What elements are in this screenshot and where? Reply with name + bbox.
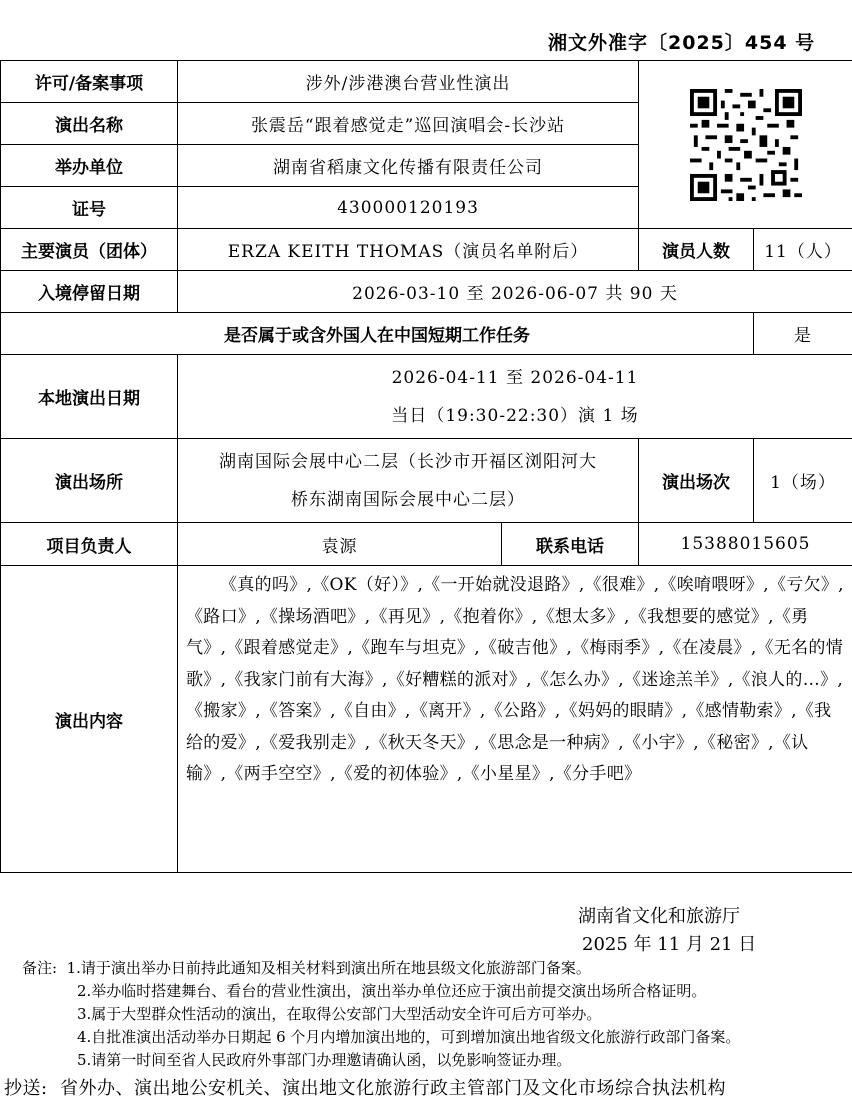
venue-label: 演出场所 [1,439,178,523]
phone-value: 15388015605 [639,523,852,566]
venue-line-1: 湖南国际会展中心二层（长沙市开福区浏阳河大 [219,451,597,472]
notes-label: 备注: [22,959,58,977]
manager-label: 项目负责人 [1,523,178,566]
performer-value: ERZA KEITH THOMAS（演员名单附后） [178,229,639,271]
cc-line [4,1074,726,1100]
note-item: 2.举办临时搭建舞台、看台的营业性演出，演出举办单位还应于演出前提交演出场所合格证明。 [77,982,707,1000]
issue-date: 2025 年 11 月 21 日 [582,934,757,955]
name-label: 演出名称 [1,103,178,145]
stay-date-value: 2026-03-10 至 2026-06-07 共 90 天 [178,271,852,313]
notes-section [22,957,740,1072]
cc-value: 省外办、演出地公安机关、演出地文化旅游行政主管部门及文化市场综合执法机构 [60,1078,727,1099]
local-date-range: 2026-04-11 至 2026-04-11 [391,367,639,388]
manager-value: 袁源 [178,523,502,566]
content-value: 《真的吗》,《OK（好）》,《一开始就没退路》,《很难》,《唉唷喂呀》,《亏欠》,《路口》,《操场酒吧》,《再见》,《抱着你》,《想太多》,《我想要的感觉》,《勇气》,《跟着感觉走》,《跑车与坦克》,《破吉他》,《梅雨季》,《在凌晨》,《无名的情歌》,《我家门前有大海》,《好糟糕的派对》,《怎么办》,《迷途羔羊》,《浪人的…》,《搬家》,《答案》,《自由》,《离开》,《公路》,《妈妈的眼睛》,《感情勒索》,《我给的爱》,《爱我别走》,《秋天冬天》,《思念是一种病》,《小宇》,《秘密》,《认输》,《两手空空》,《爱的初体验》,《小星星》,《分手吧》 [178,566,852,873]
license-label: 许可/备案事项 [1,61,178,103]
short-work-value: 是 [754,313,852,355]
qr-code-icon [690,89,802,201]
name-value: 张震岳“跟着感觉走”巡回演唱会-长沙站 [178,103,639,145]
organizer-value: 湖南省稻康文化传播有限责任公司 [178,145,639,187]
venue-line-2: 桥东湖南国际会展中心二层） [291,489,525,510]
issuing-authority: 湖南省文化和旅游厅 [578,906,740,927]
local-date-label: 本地演出日期 [1,355,178,439]
document-number: 湘文外准字〔2025〕454 号 [548,32,816,54]
venue-value [178,439,639,523]
short-work-label: 是否属于或含外国人在中国短期工作任务 [1,313,754,355]
license-value: 涉外/涉港澳台营业性演出 [178,61,639,103]
local-date-value [178,355,852,439]
local-date-session: 当日（19:30-22:30）演 1 场 [391,405,639,426]
note-item: 1.请于演出举办日前持此通知及相关材料到演出所在地县级文化旅游部门备案。 [66,959,591,977]
sessions-label: 演出场次 [639,439,754,523]
note-item: 3.属于大型群众性活动的演出，在取得公安部门大型活动安全许可后方可举办。 [77,1005,602,1023]
note-item: 5.请第一时间至省人民政府外事部门办理邀请确认函，以免影响签证办理。 [77,1051,572,1069]
organizer-label: 举办单位 [1,145,178,187]
qr-code-cell [639,61,852,229]
cc-label: 抄送: [4,1078,48,1099]
cert-value: 430000120193 [178,187,639,229]
performer-label: 主要演员（团体） [1,229,178,271]
phone-label: 联系电话 [502,523,639,566]
license-table [0,60,852,873]
cert-label: 证号 [1,187,178,229]
sessions-value: 1（场） [754,439,852,523]
performer-count-value: 11（人） [754,229,852,271]
performer-count-label: 演员人数 [639,229,754,271]
stay-date-label: 入境停留日期 [1,271,178,313]
signature-block [578,903,756,959]
content-label: 演出内容 [1,566,178,873]
note-item: 4.自批准演出活动举办日期起 6 个月内增加演出地的，可到增加演出地省级文化旅游行政部门备案。 [77,1028,741,1046]
